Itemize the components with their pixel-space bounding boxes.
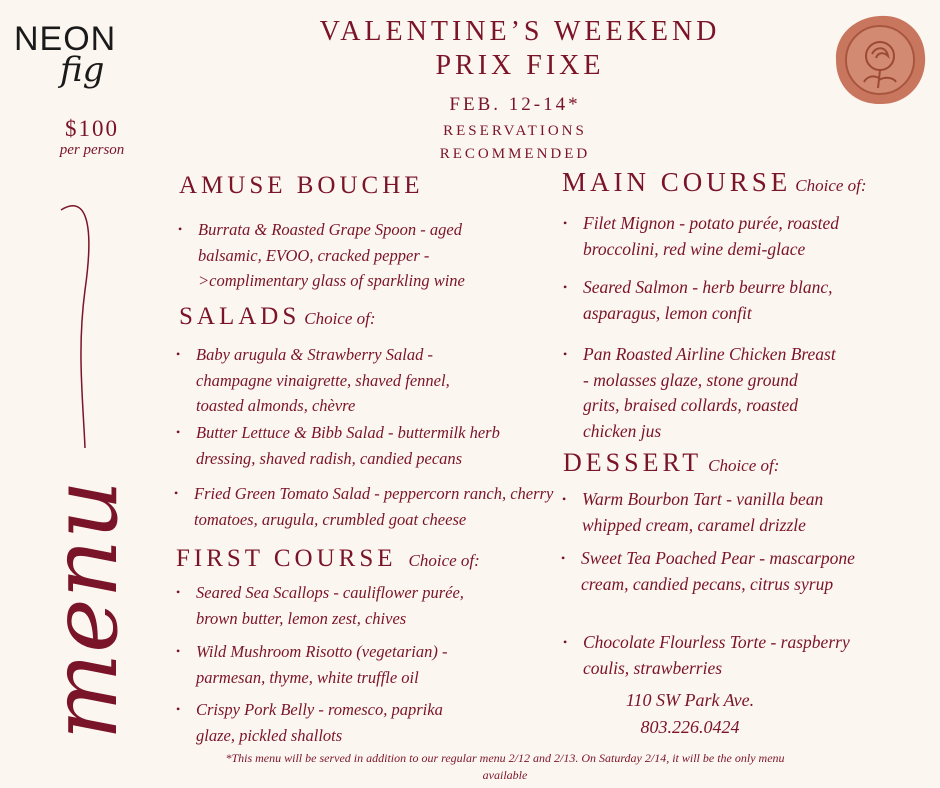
main-course-title-text: MAIN COURSE xyxy=(562,167,792,197)
main-course-item: • Seared Salmon - herb beurre blanc, asparagus, lemon confit xyxy=(583,275,843,326)
dessert-title xyxy=(563,448,779,478)
main-course-item: • Filet Mignon - potato purée, roasted broccolini, red wine demi-glace xyxy=(583,211,883,262)
event-dates: FEB. 12-14* xyxy=(449,94,581,115)
address-phone: 803.226.0424 xyxy=(640,717,740,737)
reservations-line-1: RESERVATIONS xyxy=(443,123,587,139)
first-course-choice: Choice of: xyxy=(408,551,480,570)
address-street: 110 SW Park Ave. xyxy=(625,690,755,710)
logo xyxy=(0,0,150,110)
main-course-choice: Choice of: xyxy=(795,176,867,195)
logo-script: fig xyxy=(60,50,105,90)
reservations-line-2: RECOMMENDED xyxy=(439,146,591,162)
logo-name: NEON xyxy=(14,20,117,58)
amuse-item: • Burrata & Roasted Grape Spoon - aged balsamic, EVOO, cracked pepper - >complimentary glass of sparkling wine xyxy=(198,217,508,294)
amuse-title-text: AMUSE BOUCHE xyxy=(179,172,424,199)
salads-title xyxy=(179,303,376,331)
wax-seal-rose-icon xyxy=(832,12,928,108)
dessert-item: • Sweet Tea Poached Pear - mascarpone cream, candied pecans, citrus syrup xyxy=(581,546,881,597)
salads-choice: Choice of: xyxy=(304,309,376,328)
dessert-item: • Warm Bourbon Tart - vanilla bean whipped cream, caramel drizzle xyxy=(582,487,882,538)
first-course-title xyxy=(176,545,480,573)
footnote: *This menu will be served in addition to our regular menu 2/12 and 2/13. On Saturday 2/14, it will be the only menu available xyxy=(225,751,785,782)
main-course-title xyxy=(562,167,867,198)
salad-item: • Baby arugula & Strawberry Salad - champagne vinaigrette, shaved fennel, toasted almonds, chèvre xyxy=(196,342,486,419)
dessert-item: • Chocolate Flourless Torte - raspberry coulis, strawberries xyxy=(583,630,853,681)
salad-item: • Butter Lettuce & Bibb Salad - buttermilk herb dressing, shaved radish, candied pecans xyxy=(196,420,536,471)
first-course-item: • Seared Sea Scallops - cauliflower purée, brown butter, lemon zest, chives xyxy=(196,580,496,631)
side-word-menu: menu xyxy=(31,479,138,741)
dessert-choice: Choice of: xyxy=(708,456,780,475)
first-course-item: • Wild Mushroom Risotto (vegetarian) - parmesan, thyme, white truffle oil xyxy=(196,639,496,690)
first-course-item: • Crispy Pork Belly - romesco, paprika glaze, pickled shallots xyxy=(196,697,481,748)
title-line-2: PRIX FIXE xyxy=(435,50,605,81)
price-amount: $100 xyxy=(65,116,119,141)
menu-swirl-line xyxy=(55,200,115,450)
dessert-title-text: DESSERT xyxy=(563,448,703,477)
first-course-title-text: FIRST COURSE xyxy=(176,545,397,572)
main-course-item: • Pan Roasted Airline Chicken Breast - molasses glaze, stone ground grits, braised collards, roasted chicken jus xyxy=(583,342,838,444)
salads-title-text: SALADS xyxy=(179,303,301,330)
price-unit: per person xyxy=(59,142,125,158)
amuse-title xyxy=(179,172,424,200)
salad-item: • Fried Green Tomato Salad - peppercorn ranch, cherry tomatoes, arugula, crumbled goat cheese xyxy=(194,481,554,532)
title-line-1: VALENTINE’S WEEKEND xyxy=(319,16,721,47)
